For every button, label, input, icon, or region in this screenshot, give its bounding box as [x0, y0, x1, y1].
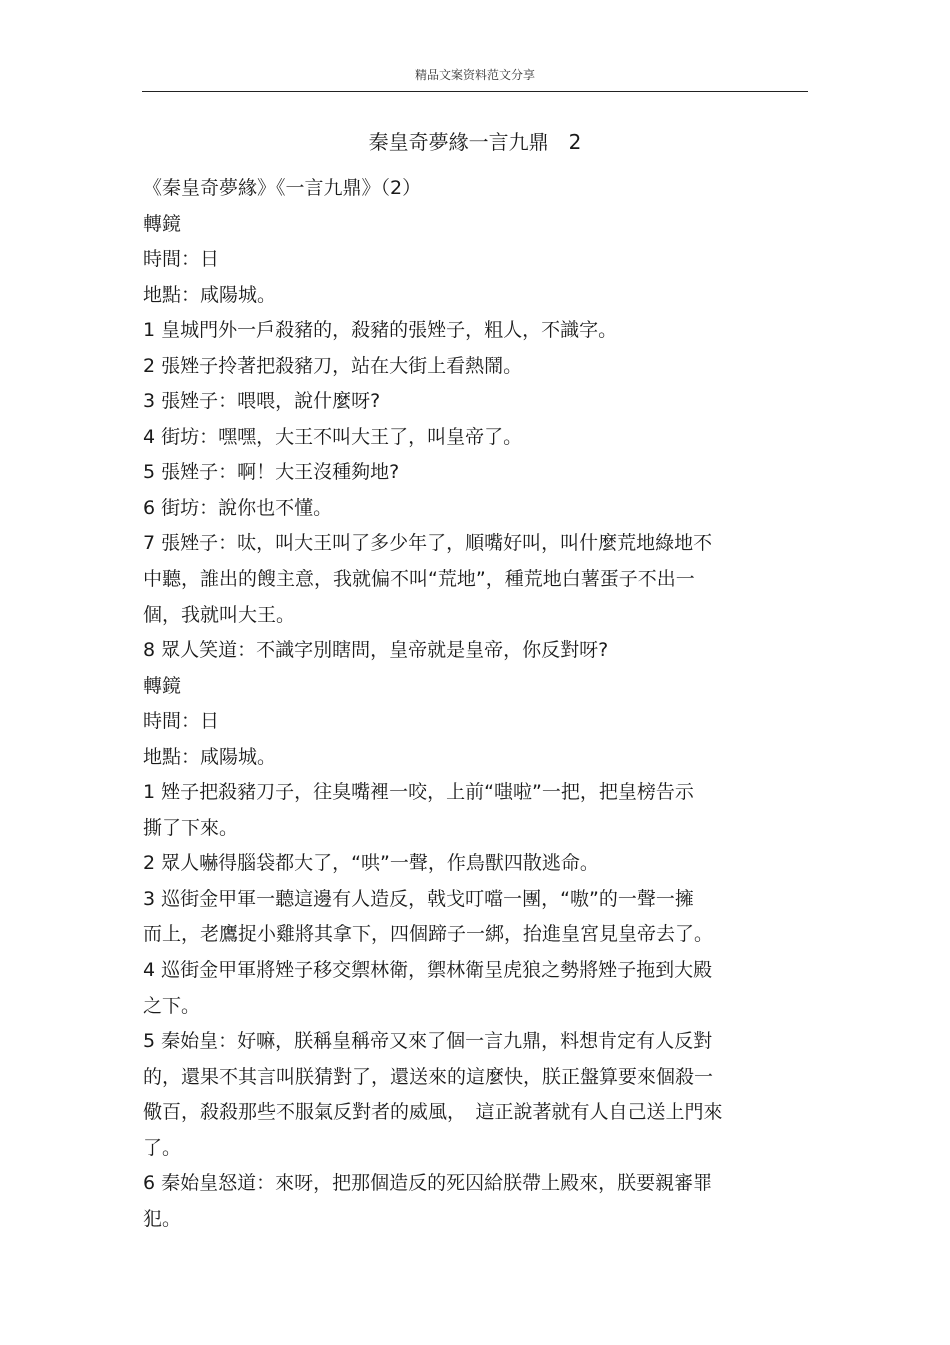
- header-divider: [142, 91, 808, 92]
- text-line: 6 秦始皇怒道：來呀，把那個造反的死囚給朕帶上殿來，朕要親審罪: [143, 1172, 713, 1195]
- text-line: 儆百，殺殺那些不服氣反對者的威風， 這正說著就有人自己送上門來: [143, 1101, 723, 1124]
- text-line: 2 眾人嚇得腦袋都大了，“哄”一聲，作鳥獸四散逃命。: [143, 852, 599, 875]
- text-line: 而上，老鷹捉小雞將其拿下，四個蹄子一綁，抬進皇宮見皇帝去了。: [143, 923, 714, 946]
- text-line: 地點：咸陽城。: [143, 745, 277, 768]
- page-header: 精品文案资料范文分享: [414, 68, 535, 82]
- text-line: 個，我就叫大王。: [143, 603, 296, 626]
- text-line: 撕了下來。: [143, 816, 239, 839]
- text-line: 1 矬子把殺豬刀子，往臭嘴裡一咬，上前“嗤啦”一把，把皇榜告示: [143, 781, 694, 804]
- text-line: 的，還果不其言叫朕猜對了，還送來的這麼快，朕正盤算要來個殺一: [143, 1065, 714, 1088]
- text-line: 時間：日: [143, 248, 220, 271]
- text-line: 3 張矬子：喂喂，說什麼呀?: [143, 390, 381, 413]
- text-line: 中聽，誰出的餿主意，我就偏不叫“荒地”，種荒地白薯蛋子不出一: [143, 568, 695, 591]
- document-body: [143, 171, 809, 1237]
- text-line: 4 街坊：嘿嘿，大王不叫大王了，叫皇帝了。: [143, 425, 523, 448]
- text-line: 4 巡街金甲軍將矬子移交禦林衛，禦林衛呈虎狼之勢將矬子拖到大殿: [143, 959, 713, 982]
- text-line: 地點：咸陽城。: [143, 283, 277, 306]
- document-title: 秦皇奇夢緣一言九鼎 2: [368, 130, 582, 154]
- text-line: 3 巡街金甲軍一聽這邊有人造反，戟戈叮噹一團，“嗷”的一聲一擁: [143, 887, 694, 910]
- text-line: 5 秦始皇：好嘛，朕稱皇稱帝又來了個一言九鼎，料想肯定有人反對: [143, 1030, 713, 1053]
- text-line: 5 張矬子：啊！大王沒種夠地?: [143, 461, 400, 484]
- text-line: 了。: [143, 1136, 182, 1159]
- text-line: 之下。: [143, 994, 201, 1017]
- text-line: 時間：日: [143, 710, 220, 733]
- text-line: 犯。: [143, 1207, 182, 1230]
- text-line: 6 街坊：說你也不懂。: [143, 496, 333, 519]
- text-line: 轉鏡: [143, 674, 182, 697]
- text-line: 2 張矬子拎著把殺豬刀，站在大街上看熱鬧。: [143, 354, 523, 377]
- text-line: 8 眾人笑道：不識字別瞎問，皇帝就是皇帝，你反對呀?: [143, 639, 609, 662]
- text-line: 《秦皇奇夢緣》《一言九鼎》（2）: [143, 177, 422, 199]
- text-line: 轉鏡: [143, 212, 182, 235]
- text-line: 1 皇城門外一戶殺豬的，殺豬的張矬子，粗人，不識字。: [143, 319, 618, 342]
- text-line: 7 張矬子：呔，叫大王叫了多少年了，順嘴好叫，叫什麼荒地綠地不: [143, 532, 713, 555]
